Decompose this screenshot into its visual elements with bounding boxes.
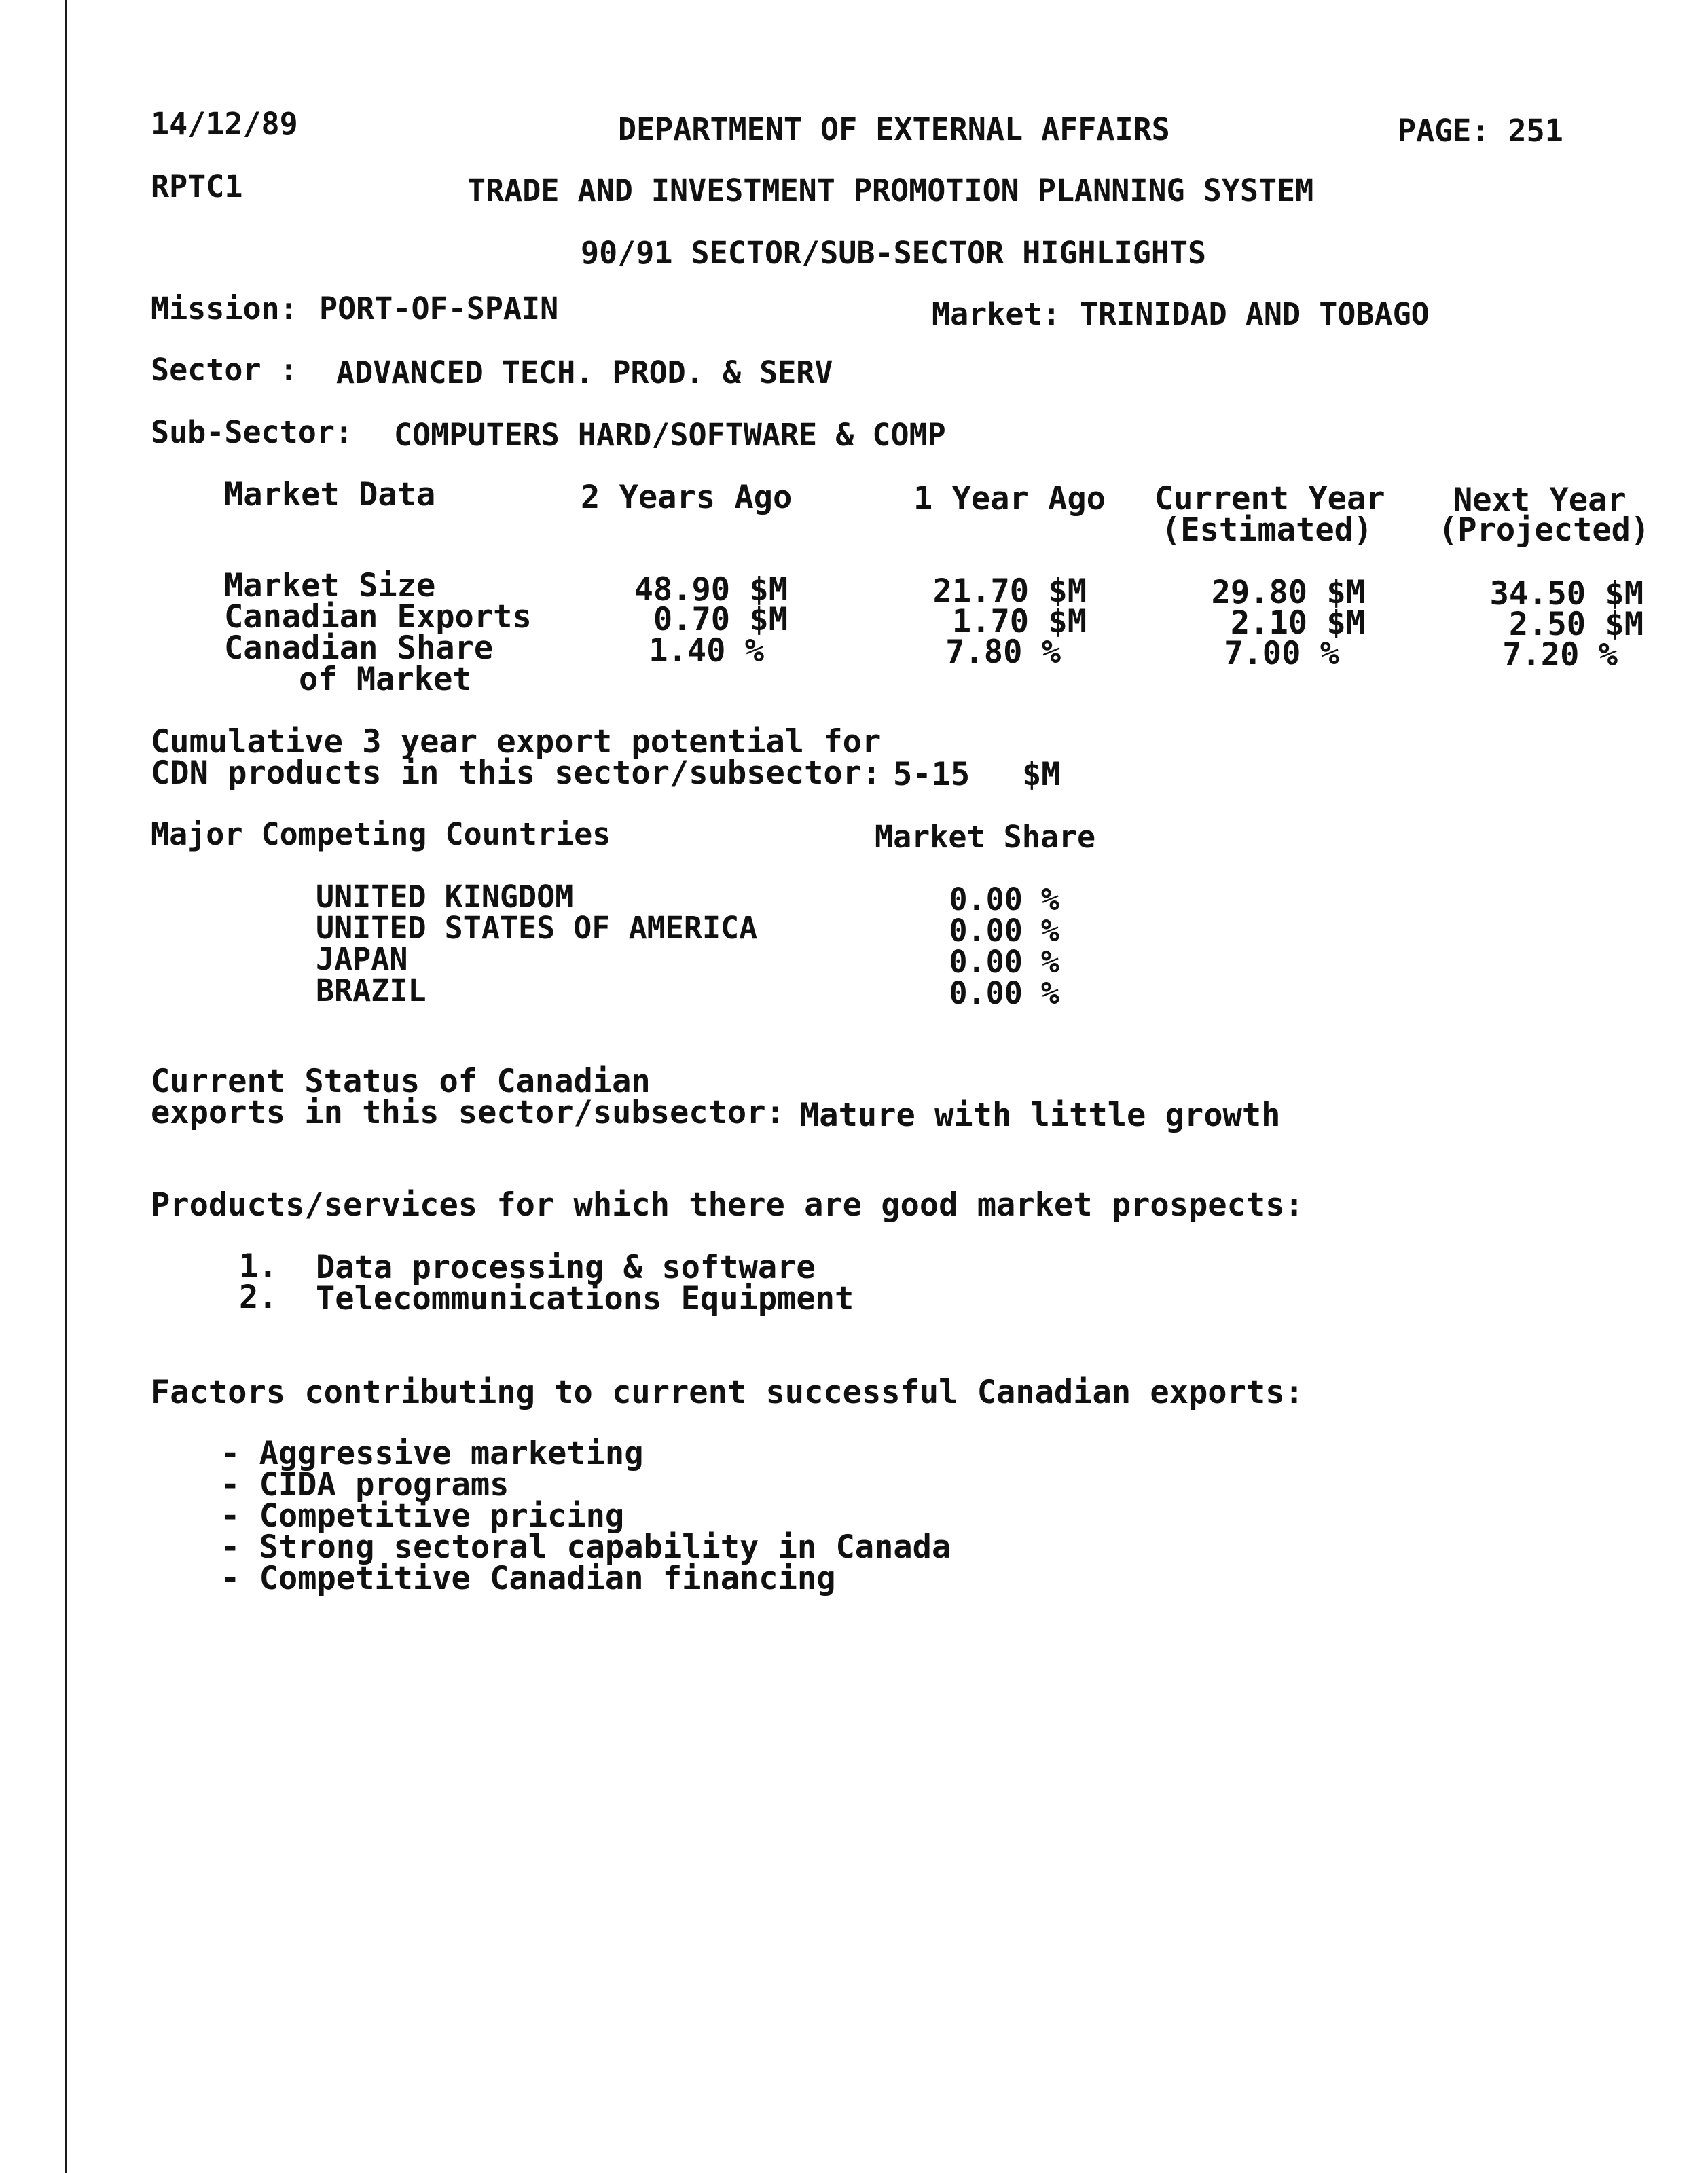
potential-range: 5-15 [893,756,970,793]
exports-current: 2.10 $M [1230,604,1365,642]
share-current: 7.00 % [1224,635,1339,672]
status-value: Mature with little growth [800,1097,1281,1134]
col-2-years-ago: 2 Years Ago [581,479,793,516]
subsector-value: COMPUTERS HARD/SOFTWARE & COMP [394,417,946,453]
competitor-share: 0.00 % [949,975,1059,1011]
row-label-canadian-exports: Canadian Exports [224,598,532,636]
market-size-current: 29.80 $M [1211,574,1365,611]
status-line1: Current Status of Canadian [151,1063,651,1100]
exports-next: 2.50 $M [1508,606,1643,643]
market-size-2y: 48.90 $M [634,571,788,608]
factor-item: - Competitive pricing [221,1497,625,1535]
prospect-number: 2. [239,1279,278,1316]
competitor-country: BRAZIL [316,972,426,1008]
factor-item: - Strong sectoral capability in Canada [221,1529,951,1566]
col-current-year: Current Year [1155,480,1385,517]
col-estimated: (Estimated) [1161,511,1373,549]
competitor-country: UNITED STATES OF AMERICA [316,910,758,946]
prospect-item: Data processing & software [316,1249,816,1286]
competitor-share: 0.00 % [949,944,1059,980]
market-size-next: 34.50 $M [1489,575,1643,613]
sector-value: ADVANCED TECH. PROD. & SERV [336,354,833,390]
competitor-country: UNITED KINGDOM [316,879,574,915]
row-label-market-size: Market Size [224,567,436,604]
department-title: DEPARTMENT OF EXTERNAL AFFAIRS [618,111,1170,147]
prospect-item: Telecommunications Equipment [316,1280,854,1317]
factor-item: - Aggressive marketing [221,1435,644,1472]
report-code: RPTC1 [151,168,243,204]
factors-heading: Factors contributing to current successful Canadian exports: [151,1374,1304,1411]
market-value: TRINIDAD AND TOBAGO [1080,296,1430,332]
market-size-1y: 21.70 $M [932,572,1087,610]
prospect-number: 1. [239,1247,278,1285]
market-share-heading: Market Share [875,819,1096,855]
scan-edge-line [65,0,67,2173]
col-1-year-ago: 1 Year Ago [913,480,1106,517]
row-label-of-market: of Market [299,661,472,698]
system-title: TRADE AND INVESTMENT PROMOTION PLANNING SYSTEM [467,172,1314,208]
potential-line2: CDN products in this sector/subsector: [151,754,882,792]
col-next-year: Next Year [1453,481,1627,519]
highlights-title: 90/91 SECTOR/SUB-SECTOR HIGHLIGHTS [581,235,1207,271]
potential-line1: Cumulative 3 year export potential for [151,723,882,761]
exports-1y: 1.70 $M [951,603,1087,640]
page-number: PAGE: 251 [1398,113,1563,149]
prospects-heading: Products/services for which there are good market prospects: [151,1186,1304,1224]
col-market-data: Market Data [224,476,436,513]
competitor-share: 0.00 % [949,913,1059,949]
factor-item: - CIDA programs [221,1466,509,1503]
share-next: 7.20 % [1502,636,1618,674]
share-1y: 7.80 % [945,634,1061,671]
factor-item: - Competitive Canadian financing [221,1560,836,1597]
competitor-share: 0.00 % [949,881,1059,917]
competitors-heading: Major Competing Countries [151,816,611,852]
mission-label: Mission: [151,291,298,327]
potential-unit: $M [1022,756,1061,793]
col-projected: (Projected) [1438,511,1650,549]
mission-value: PORT-OF-SPAIN [319,291,559,327]
report-date: 14/12/89 [151,106,298,142]
share-2y: 1.40 % [649,632,764,670]
subsector-label: Sub-Sector: [151,414,354,450]
status-line2: exports in this sector/subsector: [151,1094,785,1131]
exports-2y: 0.70 $M [653,601,788,638]
sector-label: Sector : [151,352,298,388]
row-label-canadian-share: Canadian Share [224,629,494,667]
competitor-country: JAPAN [316,941,408,977]
market-label: Market: [932,296,1061,332]
